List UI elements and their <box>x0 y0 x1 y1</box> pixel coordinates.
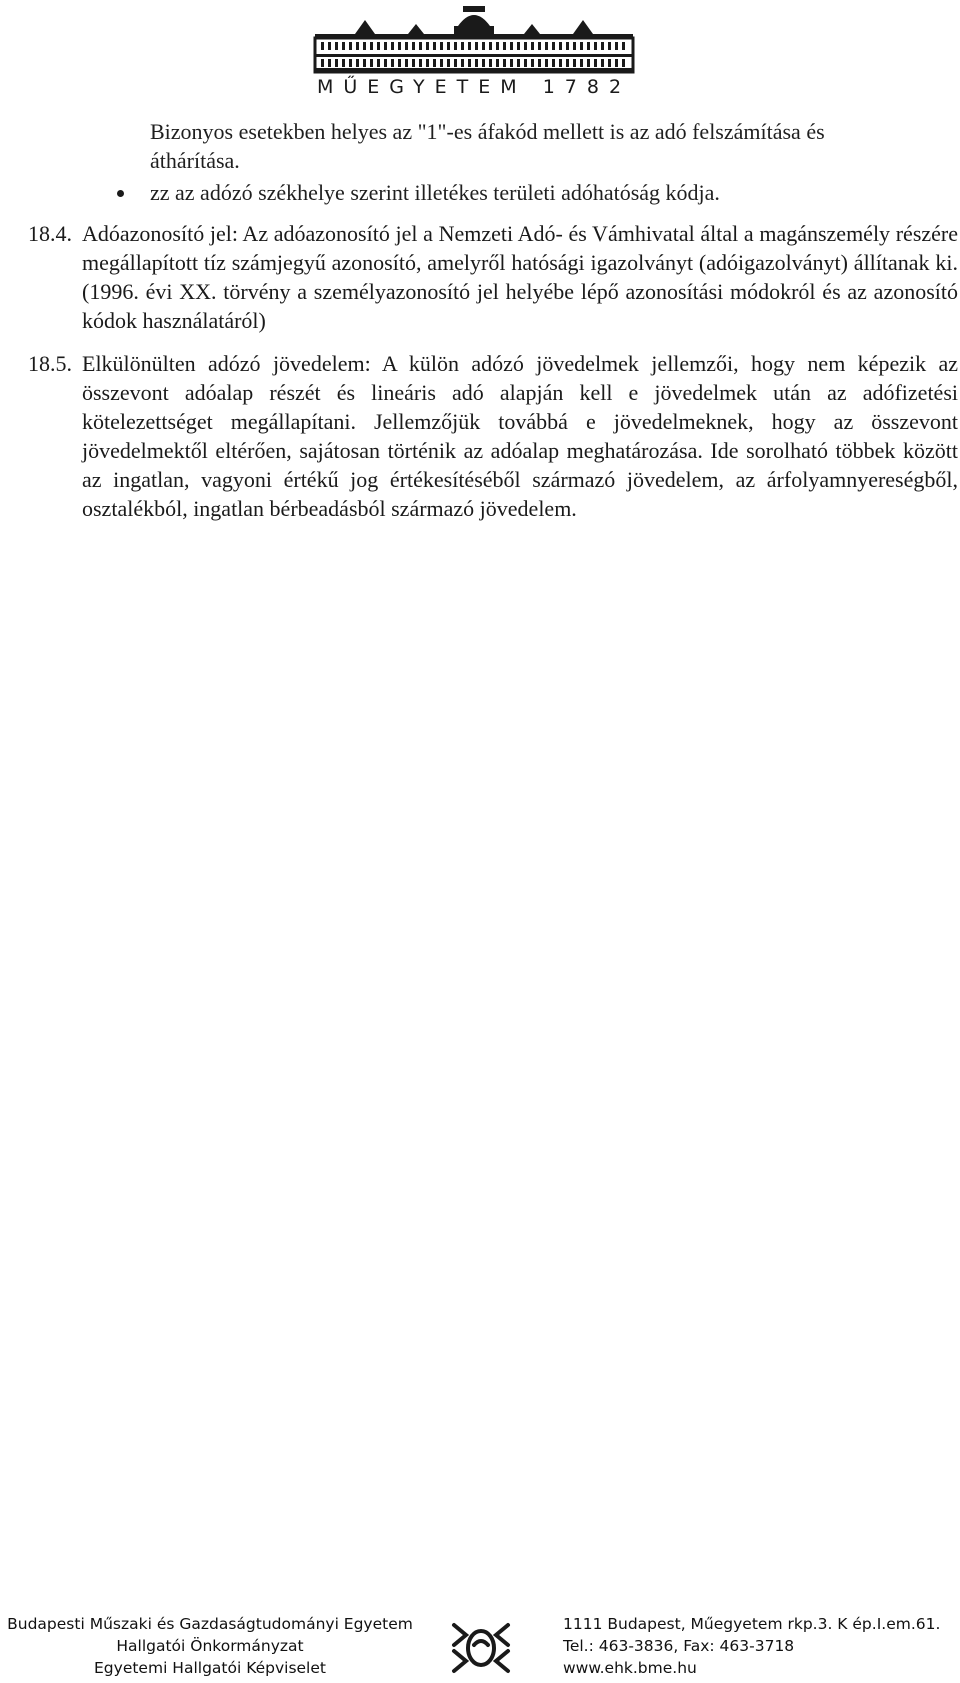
logo-window <box>391 59 394 67</box>
logo-window <box>524 42 527 50</box>
section-text: Adóazonosító jel: Az adóazonosító jel a Nemzeti Adó- és Vámhivatal által a magánszemély részére megállapított tíz számjegyű azonosító, amelyről hatósági igazolványt (adóigazolványt) állítanak ki. (1996. évi XX. törvény a személyazonosító jel helyébe lépő azonosítási módokról és az azonosító kódok használatáról) <box>82 221 958 333</box>
logo-window <box>377 42 380 50</box>
logo-window <box>342 42 345 50</box>
section-number: 18.4. <box>28 221 72 246</box>
logo-window <box>580 42 583 50</box>
logo-window <box>601 42 604 50</box>
logo-window <box>622 59 625 67</box>
logo-window <box>587 42 590 50</box>
logo-window <box>398 59 401 67</box>
bullet-icon <box>117 190 124 197</box>
logo-window <box>566 59 569 67</box>
logo-window <box>510 42 513 50</box>
logo-window <box>370 59 373 67</box>
footer-website[interactable]: www.ehk.bme.hu <box>563 1659 697 1677</box>
logo-window <box>594 59 597 67</box>
logo-window <box>328 59 331 67</box>
bullet-list-item: zz az adózó székhelye szerint illetékes területi adóhatóság kódja. <box>150 180 720 205</box>
logo-window <box>482 42 485 50</box>
logo-window <box>496 59 499 67</box>
footer-phone: Tel.: 463-3836, Fax: 463-3718 <box>563 1637 795 1655</box>
logo-window <box>608 59 611 67</box>
logo-window <box>412 42 415 50</box>
logo-window <box>496 42 499 50</box>
logo-window <box>559 42 562 50</box>
logo-window <box>356 59 359 67</box>
logo-window <box>573 59 576 67</box>
logo-window <box>335 59 338 67</box>
logo-window <box>559 59 562 67</box>
section-18-5 <box>28 349 958 529</box>
logo-window <box>517 59 520 67</box>
logo-window <box>517 42 520 50</box>
continuation-paragraph: Bizonyos esetekben helyes az "1"-es áfakód mellett is az adó felszámítása és áthárítása. <box>150 119 825 173</box>
footer-institution <box>0 1613 420 1679</box>
logo-window <box>447 42 450 50</box>
logo-window <box>370 42 373 50</box>
logo-window <box>468 59 471 67</box>
logo-window <box>405 59 408 67</box>
footer-line: Budapesti Műszaki és Gazdaságtudományi Egyetem <box>7 1615 413 1633</box>
logo-window <box>454 59 457 67</box>
logo-window <box>363 59 366 67</box>
logo-window <box>594 42 597 50</box>
logo-window <box>580 59 583 67</box>
logo-window <box>419 42 422 50</box>
logo-window <box>440 42 443 50</box>
logo-window <box>349 42 352 50</box>
logo-window <box>412 59 415 67</box>
logo-window <box>489 59 492 67</box>
logo-window <box>524 59 527 67</box>
logo-window <box>426 42 429 50</box>
logo-window <box>482 59 485 67</box>
logo-window <box>475 59 478 67</box>
logo-window <box>426 59 429 67</box>
logo-window <box>440 59 443 67</box>
footer-line: Hallgatói Önkormányzat <box>116 1637 304 1655</box>
logo-window <box>615 59 618 67</box>
logo-window <box>461 42 464 50</box>
logo-window <box>398 42 401 50</box>
logo-window <box>356 42 359 50</box>
logo-window <box>433 59 436 67</box>
footer-address: 1111 Budapest, Műegyetem rkp.3. K ép.I.em.61. <box>563 1615 941 1633</box>
logo-window <box>405 42 408 50</box>
logo-window <box>489 42 492 50</box>
logo-window <box>321 42 324 50</box>
logo-window <box>433 42 436 50</box>
footer-contact <box>563 1613 960 1679</box>
logo-window <box>545 59 548 67</box>
logo-window <box>384 59 387 67</box>
logo-window <box>503 42 506 50</box>
logo-window <box>510 59 513 67</box>
logo-window <box>377 59 380 67</box>
logo-window <box>573 42 576 50</box>
ehk-logo <box>448 1615 514 1681</box>
logo-window <box>475 42 478 50</box>
logo-window <box>335 42 338 50</box>
logo-window <box>419 59 422 67</box>
footer-line: Egyetemi Hallgatói Képviselet <box>94 1659 326 1677</box>
logo-window <box>447 59 450 67</box>
logo-window <box>552 42 555 50</box>
logo-window <box>468 42 471 50</box>
logo-window <box>538 59 541 67</box>
logo-window <box>349 59 352 67</box>
section-text: Elkülönülten adózó jövedelem: A külön adózó jövedelmek jellemzői, hogy nem képezik az összevont adóalap részét és lineáris adó alapján kell e jövedelmek után az adófizetési kötelezettséget megállapítani. Jellemzőjük továbbá e jövedelmeknek, hogy az összevont jövedelmektől eltérően, sajátosan történik az adóalap meghatározása. Ide sorolható többek között az ingatlan, vagyoni értékű jog értékesítéséből származó jövedelem, az árfolyamnyereségből, osztalékból, ingatlan bérbeadásból származó jövedelem. <box>82 351 958 521</box>
logo-wordmark: MŰEGYETEM 1782 <box>316 76 632 98</box>
logo-window <box>622 42 625 50</box>
logo-window <box>461 59 464 67</box>
logo-window <box>608 42 611 50</box>
logo-window <box>538 42 541 50</box>
logo-window <box>566 42 569 50</box>
logo-window <box>384 42 387 50</box>
section-number: 18.5. <box>28 351 72 376</box>
logo-window <box>363 42 366 50</box>
logo-window <box>601 59 604 67</box>
logo-window <box>587 59 590 67</box>
logo-window <box>454 42 457 50</box>
logo-window <box>531 42 534 50</box>
logo-window <box>552 59 555 67</box>
logo-window <box>328 42 331 50</box>
logo-window <box>391 42 394 50</box>
logo-window <box>531 59 534 67</box>
section-18-4 <box>28 219 958 339</box>
logo-window <box>503 59 506 67</box>
logo-window <box>321 59 324 67</box>
logo-window <box>342 59 345 67</box>
logo-window <box>545 42 548 50</box>
logo-window <box>615 42 618 50</box>
page-footer <box>0 1613 960 1683</box>
